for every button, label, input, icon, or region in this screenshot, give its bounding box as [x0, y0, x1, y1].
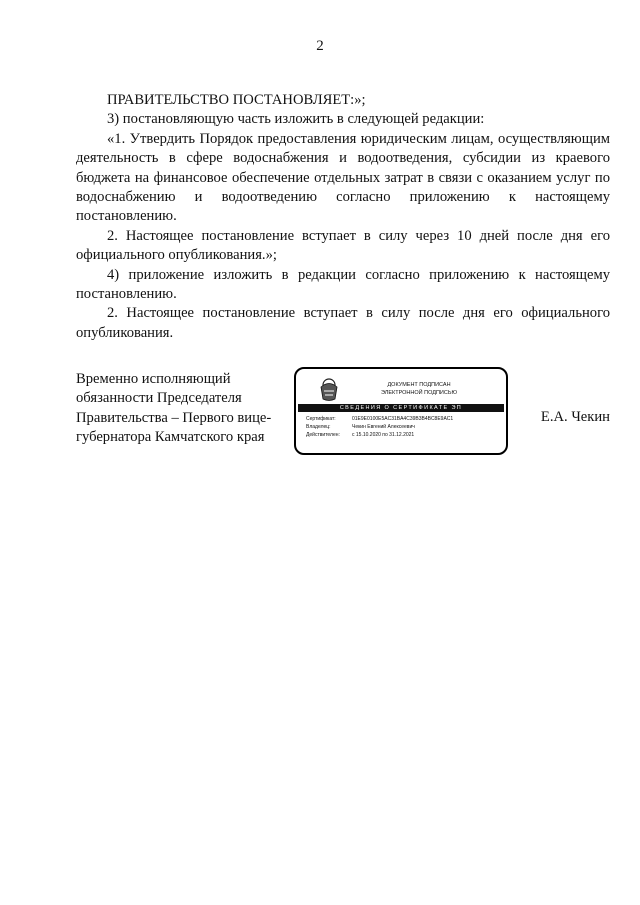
signer-position — [76, 370, 281, 448]
signer-name: Е.А. Чекин — [540, 409, 610, 425]
page-number: 2 — [316, 38, 324, 54]
stamp-heading-line: ЭЛЕКТРОННОЙ ПОДПИСЬЮ — [380, 390, 458, 396]
signer-position-line: Временно исполняющий — [76, 371, 231, 387]
stamp-row-label: Владелец: — [306, 424, 331, 430]
document-body — [76, 91, 610, 343]
signer-position-line: губернатора Камчатского края — [76, 429, 265, 446]
paragraph: 2. Настоящее постановление вступает в силу через 10 дней после дня его официального опубликования.»; — [76, 227, 610, 264]
stamp-heading-line: ДОКУМЕНТ ПОДПИСАН — [387, 382, 451, 388]
stamp-heading — [354, 381, 484, 397]
paragraph: 4) приложение изложить в редакции согласно приложению к настоящему постановлению. — [76, 266, 610, 303]
stamp-row-label: Сертификат: — [306, 416, 336, 422]
electronic-signature-stamp — [294, 367, 508, 455]
paragraph: «1. Утвердить Порядок предоставления юридическим лицам, осуществляющим деятельность в сфере водоснабжения и водоотведения, субсидии из краевого бюджета на финансовое обеспечение отдельных затрат в связи с оказанием услуг по водоснабжению и водоотведению согласно приложению к настоящему постановлению. — [76, 130, 610, 225]
stamp-details — [306, 415, 496, 439]
stamp-row-owner — [306, 423, 496, 431]
stamp-row-validity — [306, 431, 496, 439]
signer-position-line: обязанности Председателя — [76, 390, 242, 407]
stamp-row-value: 01E9E0100E5AC31BA4C39B3B4BC8E9AC1 — [352, 416, 454, 422]
signature-block — [76, 367, 610, 467]
paragraph: 3) постановляющую часть изложить в следующей редакции: — [107, 111, 485, 128]
stamp-row-certificate — [306, 415, 496, 423]
paragraph: ПРАВИТЕЛЬСТВО ПОСТАНОВЛЯЕТ:»; — [107, 92, 366, 108]
coat-of-arms-icon — [318, 377, 340, 403]
stamp-row-value: с 15.10.2020 по 31.12.2021 — [352, 432, 415, 438]
paragraph: 2. Настоящее постановление вступает в силу после дня его официального опубликования. — [76, 305, 610, 341]
signer-position-line: Правительства – Первого вице- — [76, 409, 272, 426]
stamp-certificate-bar: СВЕДЕНИЯ О СЕРТИФИКАТЕ ЭП — [298, 404, 504, 412]
stamp-row-label: Действителен: — [306, 432, 340, 438]
stamp-row-value: Чекин Евгений Алексеевич — [352, 424, 415, 430]
